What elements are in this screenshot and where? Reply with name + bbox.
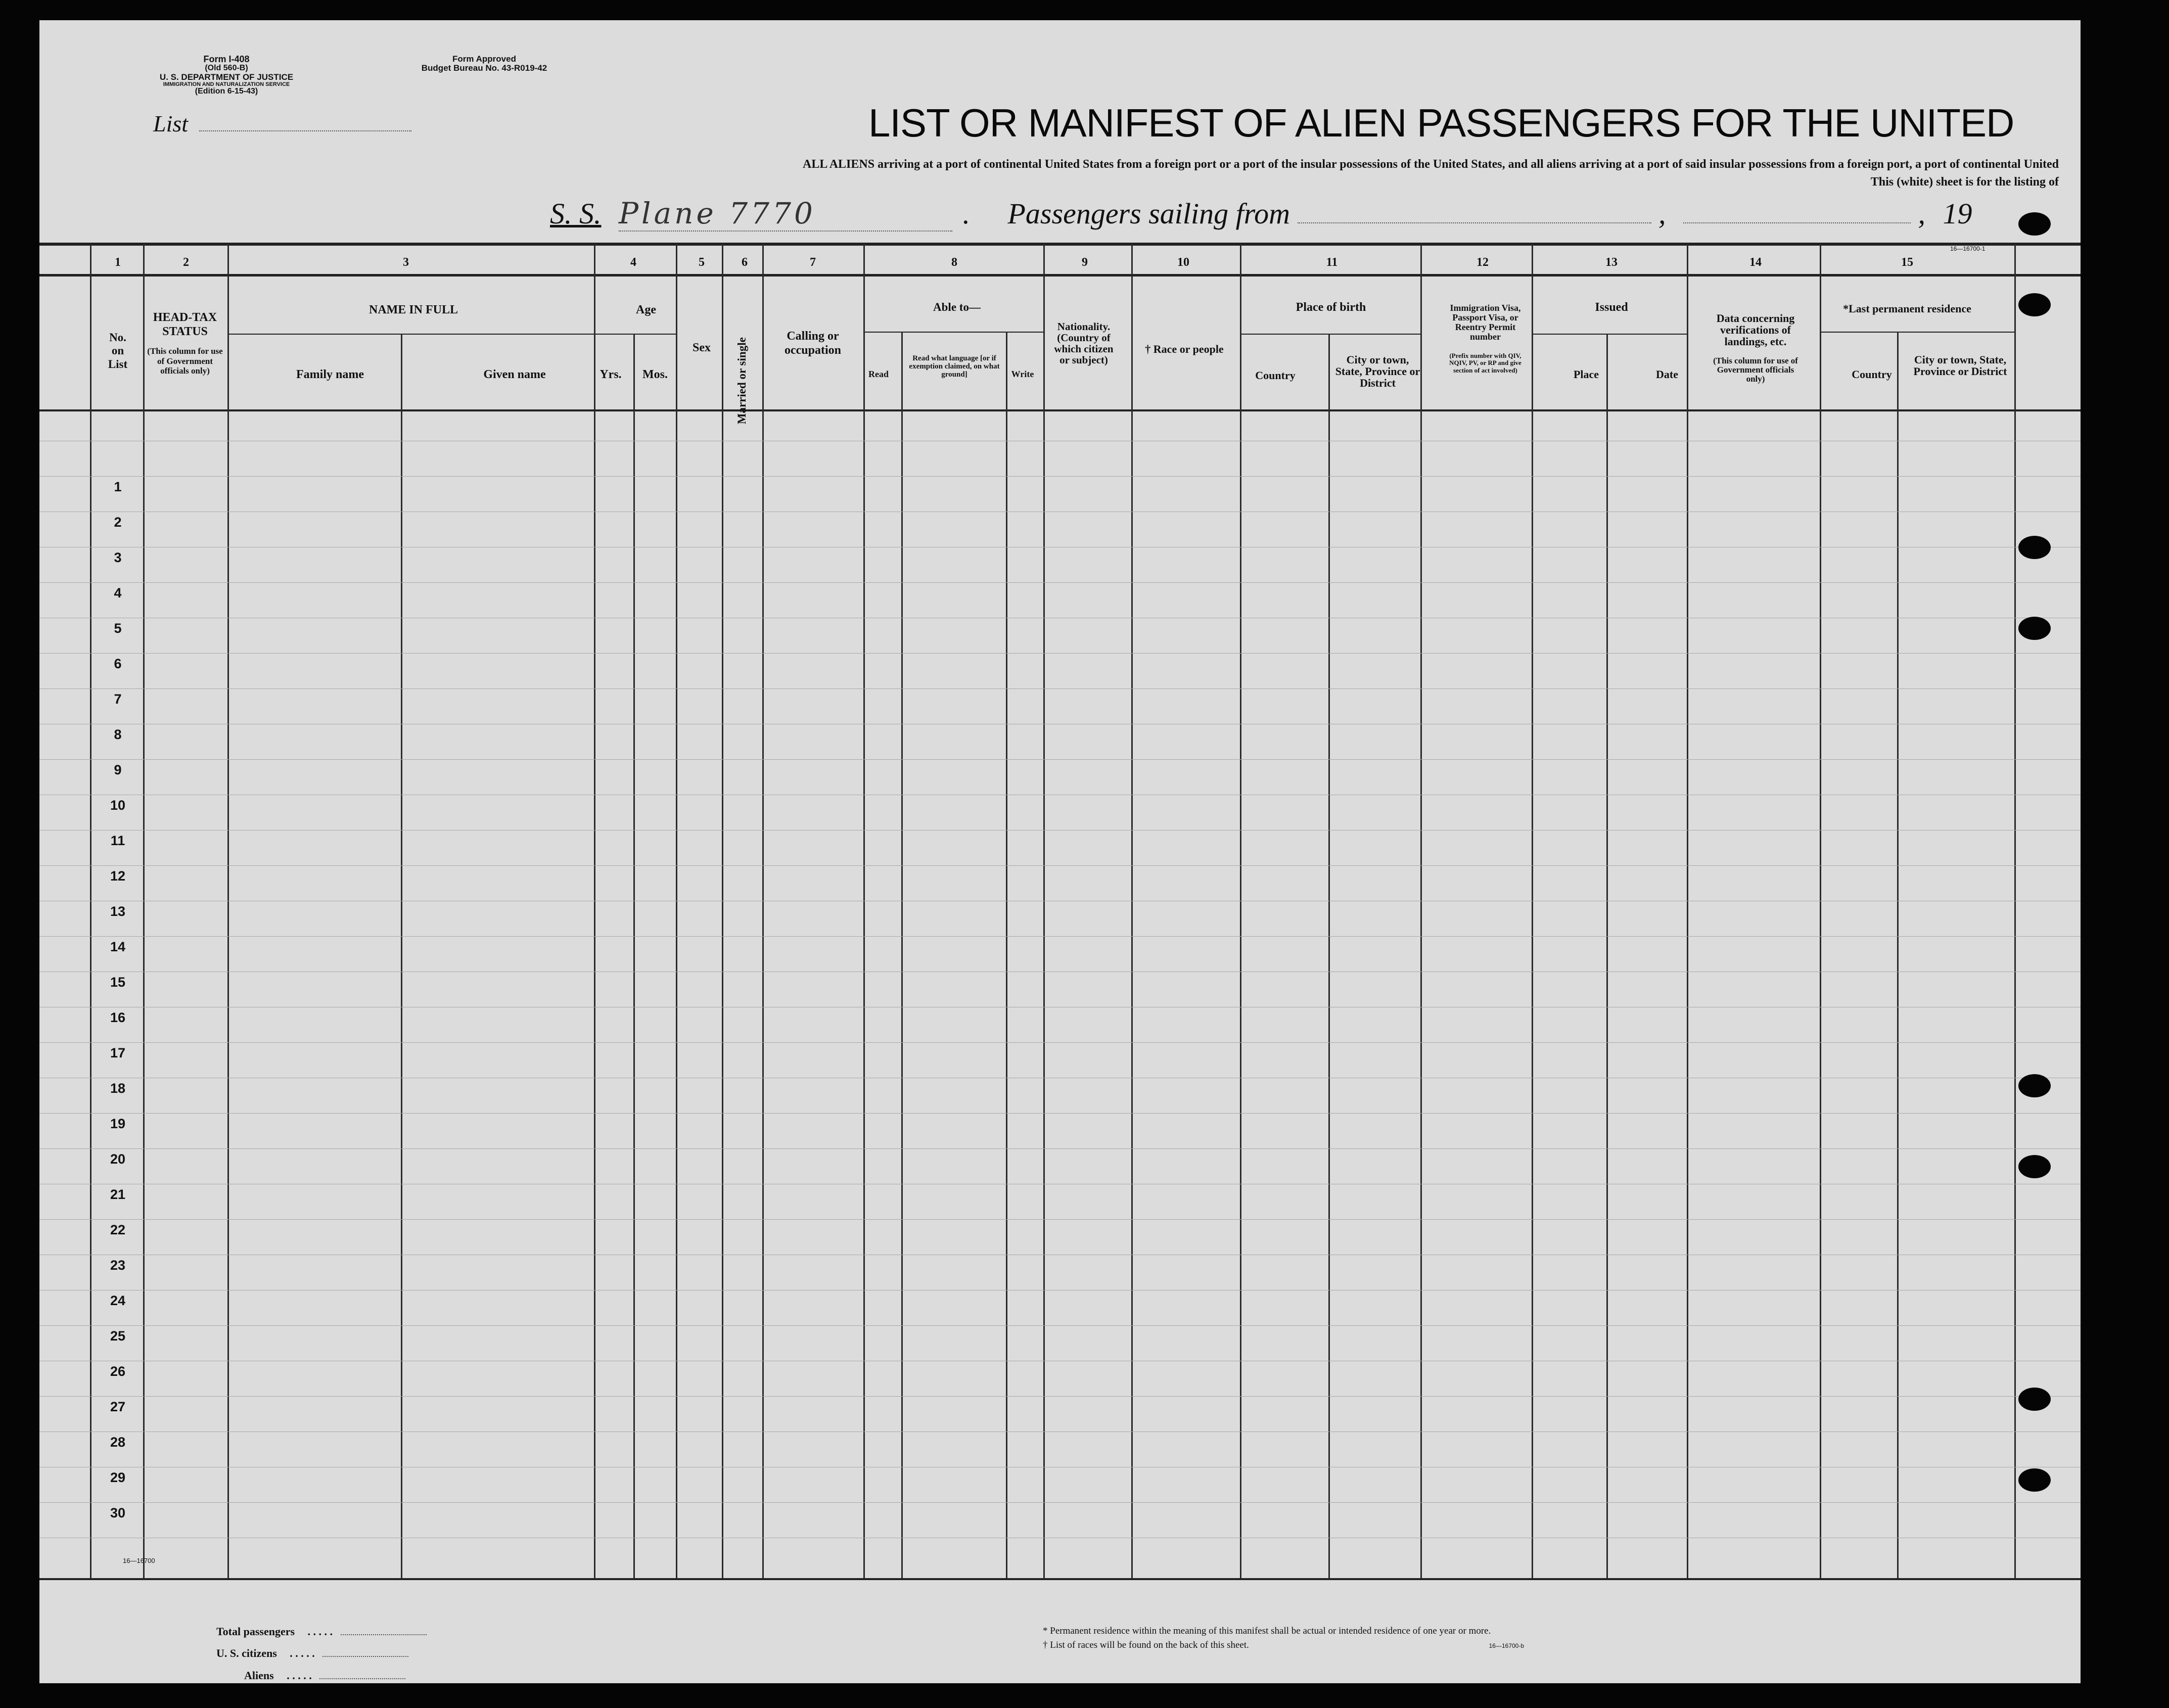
- header-birth-country: Country: [1255, 369, 1296, 382]
- rule-line: [39, 1396, 2081, 1397]
- aliens-label: Aliens: [244, 1669, 274, 1682]
- ship-name[interactable]: Plane 7770: [619, 196, 952, 232]
- leader-dots: . . . . .: [307, 1625, 333, 1638]
- col-divider-r: [1532, 244, 1533, 1578]
- punch-hole: [2018, 293, 2051, 316]
- row-number: 16: [110, 1010, 126, 1025]
- form-approved: Form Approved: [452, 54, 516, 64]
- row-number: 23: [110, 1258, 126, 1273]
- approval-block: [383, 55, 585, 73]
- header-data-note: (This column for use of Government officials only): [1713, 356, 1798, 384]
- col-divider-t: [1687, 244, 1688, 1578]
- header-residence-country: Country: [1852, 368, 1892, 381]
- punch-hole: [2018, 1155, 2051, 1178]
- col-divider-v: [1897, 332, 1899, 1578]
- footnote-races-text: † List of races will be found on the back of this sheet.: [1043, 1639, 1249, 1650]
- bottom-code: 16—16700: [123, 1557, 155, 1564]
- header-no-on-list: No. on List: [108, 331, 128, 371]
- header-calling: Calling or occupation: [784, 330, 841, 357]
- punch-hole: [2018, 1468, 2051, 1492]
- row-number: 24: [110, 1293, 126, 1308]
- header-age: Age: [636, 303, 656, 316]
- header-issued: Issued: [1595, 301, 1628, 314]
- department-name: U. S. DEPARTMENT OF JUSTICE: [159, 72, 294, 82]
- sailing-label: Passengers sailing from: [1007, 197, 1290, 230]
- column-number-13: 13: [1605, 256, 1618, 269]
- column-number-7: 7: [810, 256, 816, 269]
- list-label-text: List: [153, 111, 189, 136]
- col-divider-h: [722, 244, 723, 1578]
- header-able-to: Able to—: [933, 301, 981, 313]
- header-nationality: Nationality. (Country of which citizen or subject): [1054, 320, 1114, 366]
- footnotes: [1043, 1624, 1524, 1652]
- col-divider-w: [2014, 244, 2016, 1578]
- col-divider-m: [1043, 244, 1045, 1578]
- col-divider-g: [676, 244, 677, 1578]
- header-race: † Race or people: [1145, 343, 1224, 355]
- row-number: 3: [114, 550, 122, 565]
- issued-sub-divider: [1532, 334, 1687, 335]
- rule-line: [39, 653, 2081, 654]
- form-block: [141, 55, 312, 96]
- rule-line: [39, 1502, 2081, 1503]
- col-divider-n: [1131, 244, 1133, 1578]
- col-divider-j: [863, 244, 865, 1578]
- footnote-code: 16—16700-b: [1489, 1642, 1525, 1649]
- header-issued-date: Date: [1656, 368, 1678, 381]
- header-read: Read: [868, 369, 889, 379]
- column-number-14: 14: [1749, 256, 1762, 269]
- header-last-residence: *Last permanent residence: [1843, 302, 1971, 315]
- subtitle-line2: This (white) sheet is for the listing of: [1870, 175, 2059, 189]
- row-number: 8: [114, 727, 122, 742]
- header-name-in-full: NAME IN FULL: [368, 303, 458, 316]
- column-number-10: 10: [1177, 256, 1189, 269]
- punch-hole: [2018, 1074, 2051, 1097]
- row-number: 17: [110, 1045, 126, 1060]
- rule-line: [39, 936, 2081, 937]
- header-visa-note: (Prefix number with QIV, NQIV, PV, or RP and give section of act involved): [1449, 352, 1521, 374]
- header-write: Write: [1011, 369, 1034, 379]
- us-citizens-field[interactable]: [322, 1656, 408, 1657]
- subtitle: [441, 156, 2059, 191]
- birth-sub-divider: [1240, 334, 1420, 335]
- list-label: [153, 110, 411, 137]
- form-old-number: (Old 560-B): [205, 63, 248, 72]
- age-sub-divider: [594, 334, 676, 335]
- col-divider-o: [1240, 244, 1241, 1578]
- rule-line: [39, 688, 2081, 689]
- service-name: IMMIGRATION AND NATURALIZATION SERVICE: [163, 81, 290, 87]
- column-number-3: 3: [403, 256, 409, 269]
- header-yrs: Yrs.: [599, 368, 622, 381]
- page-title: LIST OR MANIFEST OF ALIEN PASSENGERS FOR THE UNITED: [868, 101, 2014, 145]
- row-number: 10: [110, 798, 126, 813]
- residence-sub-divider: [1820, 332, 2014, 333]
- us-citizens-row: [216, 1647, 408, 1660]
- row-number: 22: [110, 1222, 126, 1237]
- col-divider-q: [1420, 244, 1422, 1578]
- row-number: 26: [110, 1364, 126, 1379]
- row-number: 4: [114, 585, 122, 601]
- subtitle-line1: ALL ALIENS arriving at a port of continental United States from a foreign port or a port of the insular possessions of the United States, and all aliens arriving at a port of said insular possessions from a foreign port, a port of continental United: [803, 158, 2059, 171]
- header-sex: Sex: [693, 341, 711, 354]
- row-number: 6: [114, 656, 122, 671]
- top-border-line: [39, 243, 2081, 246]
- form-number: Form I-408: [203, 54, 250, 64]
- rule-line: [39, 582, 2081, 583]
- header-mos: Mos.: [642, 368, 668, 381]
- header-bottom-line: [39, 409, 2081, 411]
- column-number-1: 1: [115, 256, 121, 269]
- row-number: 27: [110, 1399, 126, 1414]
- column-number-6: 6: [742, 256, 748, 269]
- col-divider-p: [1328, 334, 1330, 1578]
- rule-line: [39, 865, 2081, 866]
- able-sub-divider: [863, 332, 1043, 333]
- column-number-2: 2: [183, 256, 189, 269]
- header-head-tax-note: (This column for use of Government officials only): [147, 346, 223, 376]
- top-right-code: 16—16700-1: [1950, 245, 1986, 252]
- total-passengers-field[interactable]: [341, 1634, 427, 1635]
- leader-dots: . . . . .: [287, 1669, 312, 1682]
- aliens-row: [244, 1669, 405, 1682]
- row-number: 9: [114, 762, 122, 777]
- manifest-sheet: [39, 20, 2081, 1683]
- row-number: 29: [110, 1470, 126, 1485]
- row-number: 28: [110, 1435, 126, 1450]
- row-number: 11: [110, 833, 125, 848]
- row-number: 14: [110, 939, 126, 954]
- header-given-name: Given name: [483, 368, 546, 381]
- column-number-9: 9: [1082, 256, 1088, 269]
- total-passengers-label: Total passengers: [216, 1625, 295, 1638]
- col-divider-e: [594, 244, 595, 1578]
- column-number-8: 8: [951, 256, 957, 269]
- row-number: 1: [114, 479, 122, 494]
- col-divider-i: [762, 244, 764, 1578]
- table-bottom-line: [39, 1578, 2081, 1580]
- row-number: 2: [114, 515, 122, 530]
- row-number: 12: [110, 868, 126, 884]
- header-residence-city: City or town, State, Province or District: [1913, 353, 2007, 378]
- rule-line: [39, 476, 2081, 477]
- rule-line: [39, 1042, 2081, 1043]
- header-data-concerning: Data concerning verifications of landings, etc.: [1716, 312, 1795, 348]
- footnote-residence: * Permanent residence within the meaning of this manifest shall be actual or intended residence of one year or more.: [1043, 1626, 1491, 1636]
- punch-hole: [2018, 1388, 2051, 1411]
- sailing-date-field[interactable]: [1683, 222, 1911, 223]
- form-edition: (Edition 6-15-43): [195, 87, 258, 96]
- header-birth-city: City or town, State, Province or District: [1335, 353, 1420, 390]
- row-number: 19: [110, 1116, 126, 1131]
- list-number-field[interactable]: [199, 130, 411, 131]
- ss-label: S. S.: [550, 197, 602, 230]
- col-divider-s: [1606, 334, 1608, 1578]
- header-visa: Immigration Visa, Passport Visa, or Reentry Permit number: [1450, 303, 1521, 342]
- row-number: 15: [110, 975, 126, 990]
- column-number-12: 12: [1476, 256, 1489, 269]
- punch-hole: [2018, 212, 2051, 236]
- us-citizens-label: U. S. citizens: [216, 1647, 277, 1659]
- punch-hole: [2018, 617, 2051, 640]
- aliens-field[interactable]: [319, 1678, 405, 1679]
- row-number: 30: [110, 1505, 126, 1520]
- row-number: 20: [110, 1151, 126, 1167]
- header-read-language: Read what language [or if exemption claimed, on what ground]: [909, 354, 1000, 379]
- rule-line: [39, 759, 2081, 760]
- row-number: 18: [110, 1081, 126, 1096]
- name-sub-divider: [229, 334, 594, 335]
- ship-line: S. S. Plane 7770 . Passengers sailing from , , 19: [550, 196, 1972, 230]
- leader-dots: . . . . .: [290, 1647, 315, 1659]
- sailing-port-field[interactable]: [1298, 222, 1651, 223]
- header-head-tax: HEAD-TAX STATUS: [153, 311, 217, 338]
- col-divider-a: [90, 244, 91, 1578]
- budget-bureau: Budget Bureau No. 43-R019-42: [421, 63, 547, 73]
- rule-line: [39, 1113, 2081, 1114]
- column-number-15: 15: [1901, 256, 1913, 269]
- header-married-or-single: Married or single: [735, 337, 748, 425]
- col-divider-d: [401, 334, 402, 1578]
- punch-hole: [2018, 536, 2051, 559]
- column-number-5: 5: [699, 256, 705, 269]
- column-number-11: 11: [1326, 256, 1338, 269]
- col-divider-c: [227, 244, 229, 1578]
- year-prefix: 19: [1943, 197, 1972, 230]
- col-divider-b: [143, 244, 145, 1578]
- row-number: 5: [114, 621, 122, 636]
- row-number: 25: [110, 1328, 126, 1344]
- col-divider-f: [633, 334, 635, 1578]
- header-family-name: Family name: [296, 368, 364, 381]
- header-issued-place: Place: [1573, 368, 1599, 381]
- rule-line: [39, 1325, 2081, 1326]
- footnote-races: [1043, 1638, 1524, 1652]
- col-divider-k: [901, 332, 903, 1578]
- row-number: 13: [110, 904, 126, 919]
- row-number: 7: [114, 691, 122, 707]
- col-divider-l: [1006, 332, 1007, 1578]
- header-number-line: [39, 274, 2081, 276]
- header-place-of-birth: Place of birth: [1296, 301, 1366, 314]
- row-number: 21: [110, 1187, 126, 1202]
- column-number-4: 4: [630, 256, 636, 269]
- col-divider-u: [1820, 244, 1821, 1578]
- rule-line: [39, 1148, 2081, 1149]
- rule-line: [39, 1219, 2081, 1220]
- total-passengers-row: [216, 1625, 427, 1638]
